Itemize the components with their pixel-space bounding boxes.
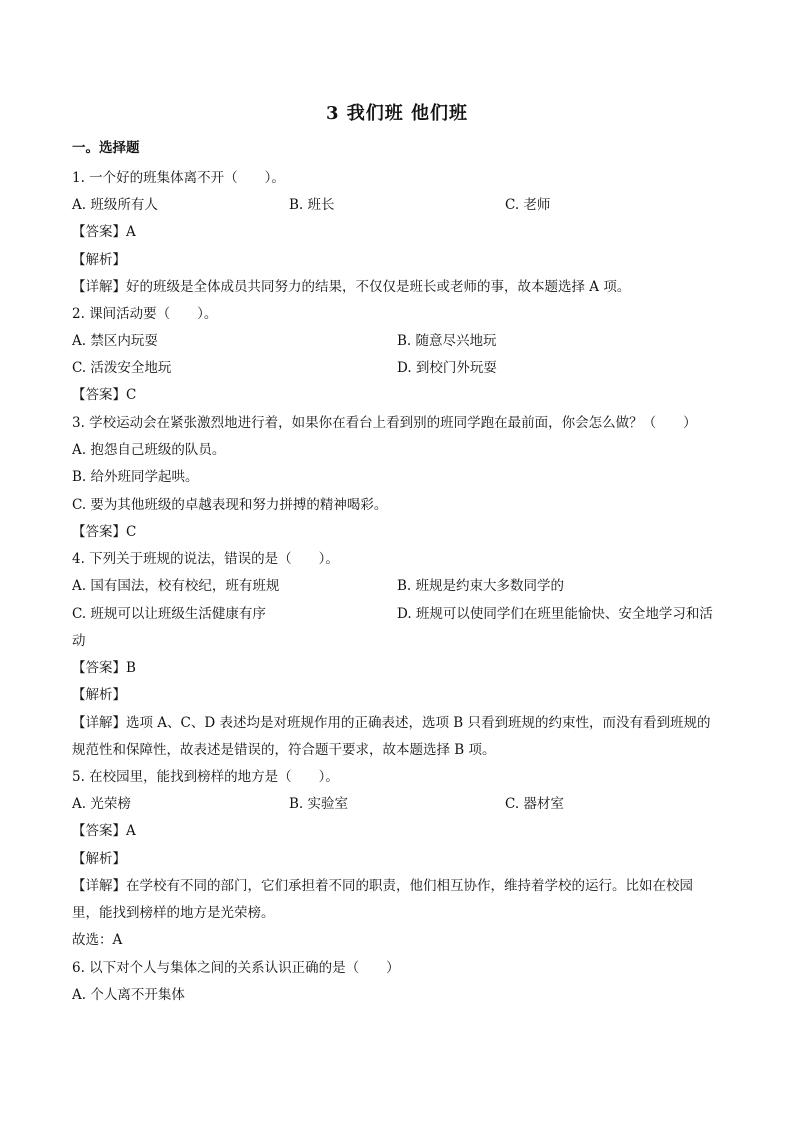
option-c: C. 器材室 — [505, 796, 564, 812]
option-d-continued: 动 — [72, 633, 86, 649]
detail-text: 里，能找到榜样的地方是光荣榜。 — [72, 905, 275, 921]
answer-label: 【答案】A — [72, 224, 136, 240]
option-d: D. 到校门外玩耍 — [397, 360, 497, 376]
option-c: C. 要为其他班级的卓越表现和努力拼搏的精神喝彩。 — [72, 497, 388, 513]
question-stem: 6. 以下对个人与集体之间的关系认识正确的是（ ） — [72, 960, 400, 976]
option-a: A. 光荣榜 — [72, 796, 131, 812]
detail-text: 【详解】在学校有不同的部门，它们承担着不同的职责，他们相互协作，维持着学校的运行。比如在校园 — [72, 878, 693, 894]
detail-text: 【详解】选项 A、C、D 表述均是对班规作用的正确表述，选项 B 只看到班规的约束性，而没有看到班规的 — [72, 715, 711, 731]
option-c: C. 活泼安全地玩 — [72, 360, 172, 376]
question-stem: 4. 下列关于班规的说法，错误的是（ ）。 — [72, 551, 339, 567]
option-c: C. 班规可以让班级生活健康有序 — [72, 606, 266, 622]
option-b: B. 班长 — [289, 197, 335, 213]
option-a: A. 班级所有人 — [72, 197, 158, 213]
question-stem: 3. 学校运动会在紧张激烈地进行着，如果你在看台上看到别的班同学跑在最前面，你会怎么做？（ ） — [72, 415, 697, 431]
option-d: D. 班规可以使同学们在班里能愉快、安全地学习和活 — [397, 606, 713, 622]
question-stem: 1. 一个好的班集体离不开（ ）。 — [72, 170, 285, 186]
option-b: B. 随意尽兴地玩 — [397, 333, 497, 349]
page-title: 3 我们班 他们班 — [325, 103, 469, 124]
detail-text: 【详解】好的班级是全体成员共同努力的结果，不仅仅是班长或老师的事，故本题选择 A 项。 — [72, 279, 631, 295]
option-b: B. 实验室 — [289, 796, 349, 812]
section-heading: 一。选择题 — [72, 140, 140, 156]
analysis-label: 【解析】 — [72, 252, 126, 268]
option-c: C. 老师 — [505, 197, 551, 213]
option-a: A. 国有国法，校有校纪，班有班规 — [72, 578, 280, 594]
analysis-label: 【解析】 — [72, 687, 126, 703]
question-stem: 2. 课间活动要（ ）。 — [72, 306, 218, 322]
analysis-label: 【解析】 — [72, 851, 126, 867]
detail-text: 规范性和保障性，故表述是错误的，符合题干要求，故本题选择 B 项。 — [72, 742, 496, 758]
option-a: A. 个人离不开集体 — [72, 987, 185, 1003]
answer-label: 【答案】B — [72, 660, 136, 676]
answer-label: 【答案】C — [72, 387, 137, 403]
answer-label: 【答案】A — [72, 823, 136, 839]
option-b: B. 给外班同学起哄。 — [72, 469, 199, 485]
option-b: B. 班规是约束大多数同学的 — [397, 578, 565, 594]
option-a: A. 抱怨自己班级的队员。 — [72, 442, 226, 458]
option-a: A. 禁区内玩耍 — [72, 333, 158, 349]
answer-label: 【答案】C — [72, 524, 137, 540]
question-stem: 5. 在校园里，能找到榜样的地方是（ ）。 — [72, 769, 339, 785]
conclusion-text: 故选：A — [72, 932, 123, 948]
